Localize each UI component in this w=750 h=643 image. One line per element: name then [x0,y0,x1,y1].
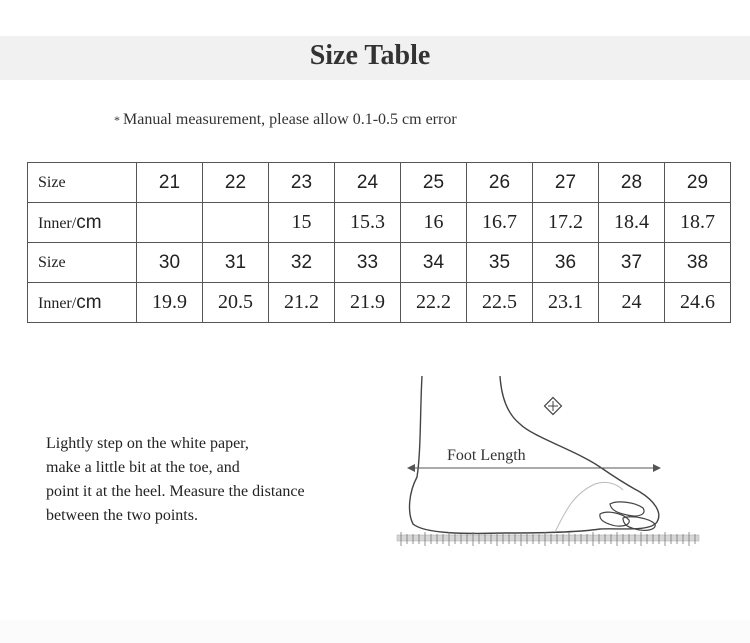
size-cell: 36 [533,243,599,283]
size-cell: 24 [335,163,401,203]
size-cell: 33 [335,243,401,283]
inner-cell: 18.4 [599,203,665,243]
inner-unit: cm [76,291,102,313]
inner-cell: 21.2 [269,283,335,323]
inner-unit: cm [76,211,102,233]
inner-cell: 21.9 [335,283,401,323]
ruler [397,532,699,546]
inner-cell: 18.7 [665,203,731,243]
inner-row-header [28,283,137,323]
size-cell: 30 [137,243,203,283]
measurement-note [114,111,457,129]
foot-diagram [395,372,705,552]
size-row-header: Size [28,163,137,203]
size-cell: 38 [665,243,731,283]
foot-length-label: Foot Length [447,447,526,464]
table-row [28,243,731,283]
arrow-right-icon [653,464,661,472]
inner-cell: 15.3 [335,203,401,243]
inner-cell: 16.7 [467,203,533,243]
inner-label: Inner/ [38,294,77,312]
size-cell: 28 [599,163,665,203]
inner-cell: 23.1 [533,283,599,323]
bottom-band [0,620,750,643]
size-cell: 34 [401,243,467,283]
measure-instructions [46,432,305,528]
size-cell: 25 [401,163,467,203]
size-cell: 31 [203,243,269,283]
inner-cell: 20.5 [203,283,269,323]
table-row [28,203,731,243]
inner-cell: 15 [269,203,335,243]
inner-label: Inner/ [38,214,77,232]
table-row [28,163,731,203]
size-cell: 26 [467,163,533,203]
size-cell: 32 [269,243,335,283]
size-cell: 35 [467,243,533,283]
diamond-crosshair-icon [545,398,562,415]
inner-cell: 16 [401,203,467,243]
instruction-line: point it at the heel. Measure the distance [46,483,305,500]
size-cell: 37 [599,243,665,283]
toe-shape [610,502,644,516]
size-row-header: Size [28,243,137,283]
size-table [27,162,731,323]
table-row [28,283,731,323]
instruction-line: Lightly step on the white paper, [46,435,249,452]
inner-cell: 19.9 [137,283,203,323]
arrow-left-icon [407,464,415,472]
instruction-line: between the two points. [46,507,198,524]
note-text: Manual measurement, please allow 0.1-0.5 cm error [123,111,457,128]
inner-cell [203,203,269,243]
size-cell: 21 [137,163,203,203]
size-cell: 23 [269,163,335,203]
instruction-line: make a little bit at the toe, and [46,459,240,476]
note-star: * [114,113,120,127]
inner-cell [137,203,203,243]
size-cell: 22 [203,163,269,203]
page-title: Size Table [309,40,431,71]
inner-cell: 17.2 [533,203,599,243]
shoe-outline [555,482,623,532]
inner-cell: 24.6 [665,283,731,323]
inner-cell: 24 [599,283,665,323]
inner-cell: 22.2 [401,283,467,323]
inner-cell: 22.5 [467,283,533,323]
size-cell: 29 [665,163,731,203]
inner-row-header [28,203,137,243]
size-cell: 27 [533,163,599,203]
